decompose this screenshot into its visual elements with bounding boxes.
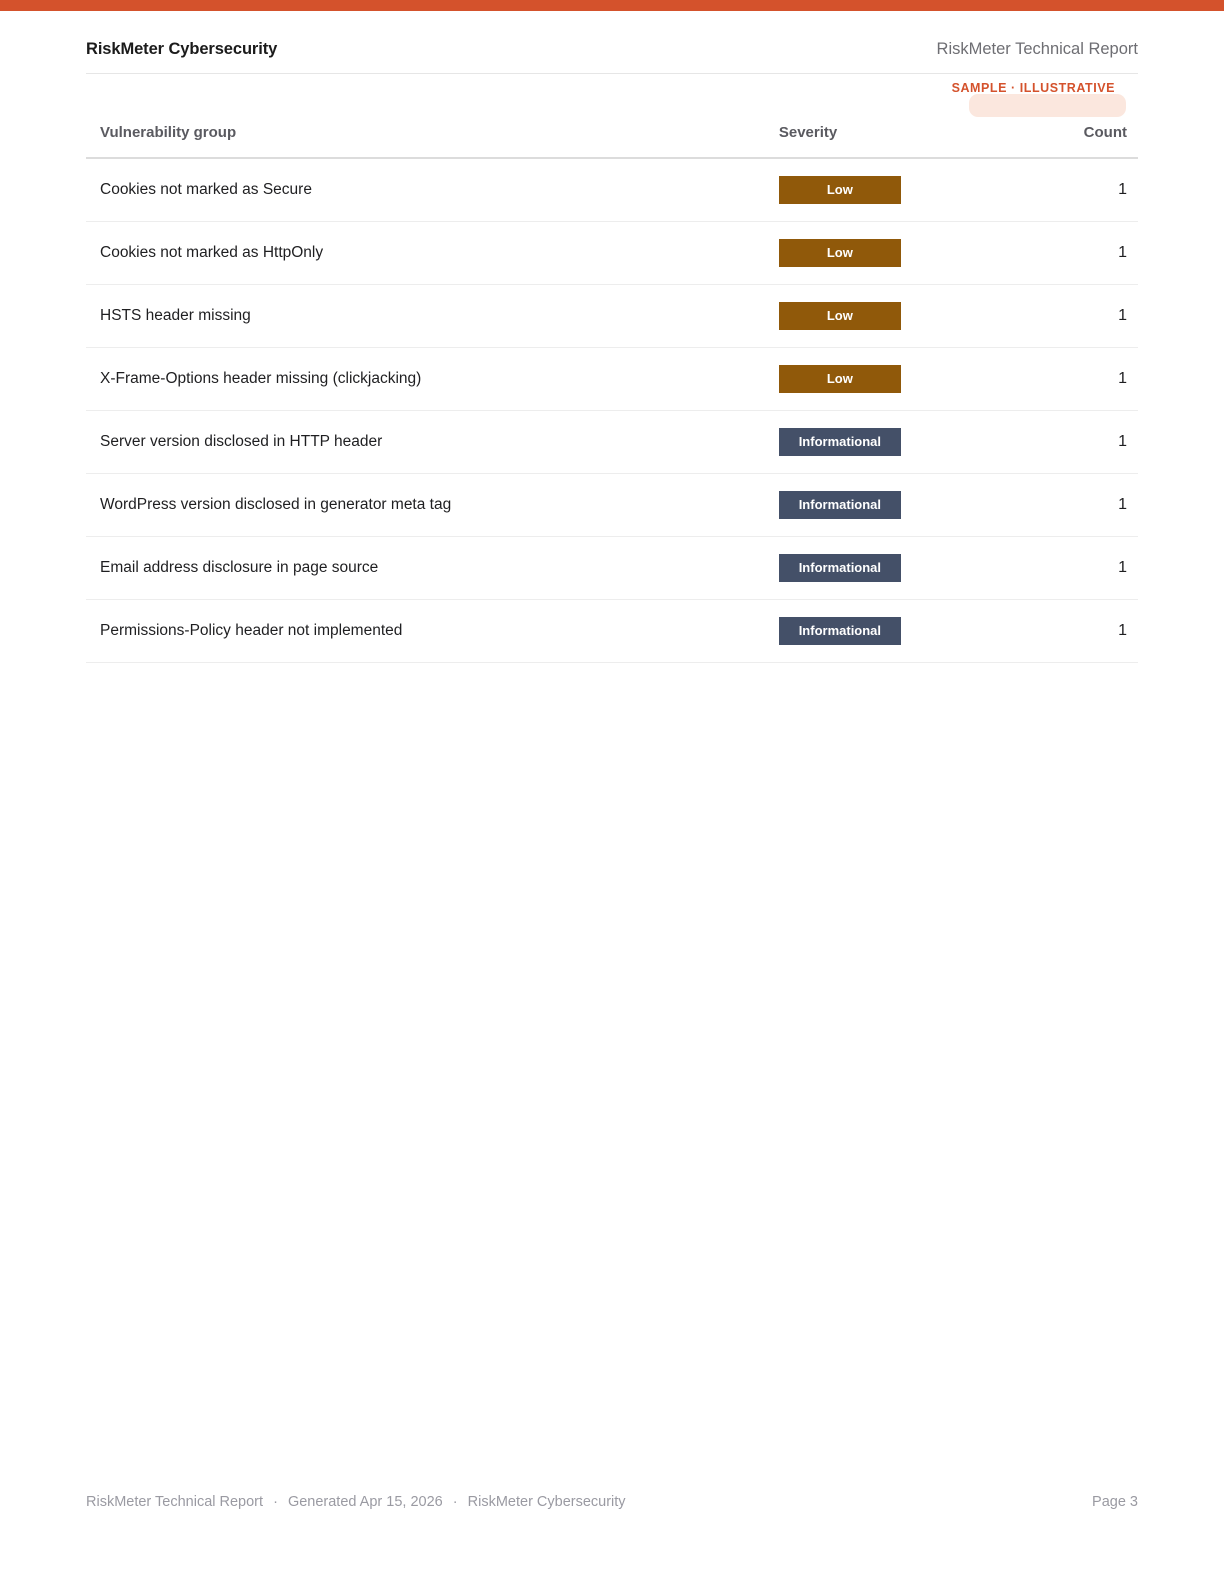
footer-page-number: Page 3 (1092, 1494, 1138, 1510)
table-row (86, 473, 1138, 536)
footer-separator-2: · (452, 1494, 458, 1510)
cell-vulnerability-group: Email address disclosure in page source (86, 536, 779, 599)
severity-badge: Low (779, 176, 901, 204)
cell-severity (779, 536, 983, 599)
footer-separator-1: · (273, 1494, 278, 1510)
cell-count: 1 (983, 473, 1138, 536)
severity-badge: Informational (779, 554, 901, 582)
cell-count: 1 (983, 536, 1138, 599)
cell-count: 1 (983, 347, 1138, 410)
severity-badge: Informational (779, 491, 901, 519)
table-row (86, 284, 1138, 347)
column-header-severity: Severity (779, 124, 983, 158)
footer-report-name: RiskMeter Technical Report (86, 1494, 264, 1510)
header-document-title: RiskMeter Technical Report (936, 40, 1138, 58)
table-row (86, 599, 1138, 662)
table-row (86, 347, 1138, 410)
footer-generated-date: Generated Apr 15, 2026 (287, 1494, 443, 1510)
table-row (86, 221, 1138, 284)
cell-severity (779, 599, 983, 662)
cell-vulnerability-group: Permissions-Policy header not implemented (86, 599, 779, 662)
cell-vulnerability-group: Server version disclosed in HTTP header (86, 410, 779, 473)
cell-severity (779, 158, 983, 221)
table-row (86, 410, 1138, 473)
severity-badge: Informational (779, 617, 901, 645)
sample-badge-label: SAMPLE · ILLUSTRATIVE (951, 81, 1115, 95)
footer-company: RiskMeter Cybersecurity (467, 1494, 626, 1510)
document-footer (86, 1494, 1138, 1510)
cell-count: 1 (983, 158, 1138, 221)
table-head (86, 124, 1138, 158)
cell-vulnerability-group: Cookies not marked as HttpOnly (86, 221, 779, 284)
header-brand: RiskMeter Cybersecurity (86, 40, 278, 58)
cell-count: 1 (983, 221, 1138, 284)
table-body (86, 158, 1138, 662)
table-row (86, 536, 1138, 599)
cell-severity (779, 221, 983, 284)
column-header-group: Vulnerability group (86, 124, 779, 158)
sample-illustrative-badge (951, 81, 1126, 117)
severity-badge: Low (779, 302, 901, 330)
cell-count: 1 (983, 284, 1138, 347)
cell-severity (779, 410, 983, 473)
severity-badge: Informational (779, 428, 901, 456)
table-row (86, 158, 1138, 221)
cell-count: 1 (983, 599, 1138, 662)
top-accent-bar (0, 0, 1224, 11)
severity-badge: Low (779, 239, 901, 267)
report-page (0, 11, 1224, 1584)
cell-vulnerability-group: Cookies not marked as Secure (86, 158, 779, 221)
cell-count: 1 (983, 410, 1138, 473)
cell-vulnerability-group: WordPress version disclosed in generator meta tag (86, 473, 779, 536)
column-header-count: Count (983, 124, 1138, 158)
footer-meta (86, 1494, 626, 1510)
severity-badge: Low (779, 365, 901, 393)
cell-severity (779, 284, 983, 347)
cell-severity (779, 473, 983, 536)
cell-severity (779, 347, 983, 410)
cell-vulnerability-group: X-Frame-Options header missing (clickjacking) (86, 347, 779, 410)
sample-badge-row (86, 74, 1138, 118)
table-header-row (86, 124, 1138, 158)
vulnerability-group-table (86, 124, 1138, 663)
cell-vulnerability-group: HSTS header missing (86, 284, 779, 347)
document-header (86, 11, 1138, 74)
